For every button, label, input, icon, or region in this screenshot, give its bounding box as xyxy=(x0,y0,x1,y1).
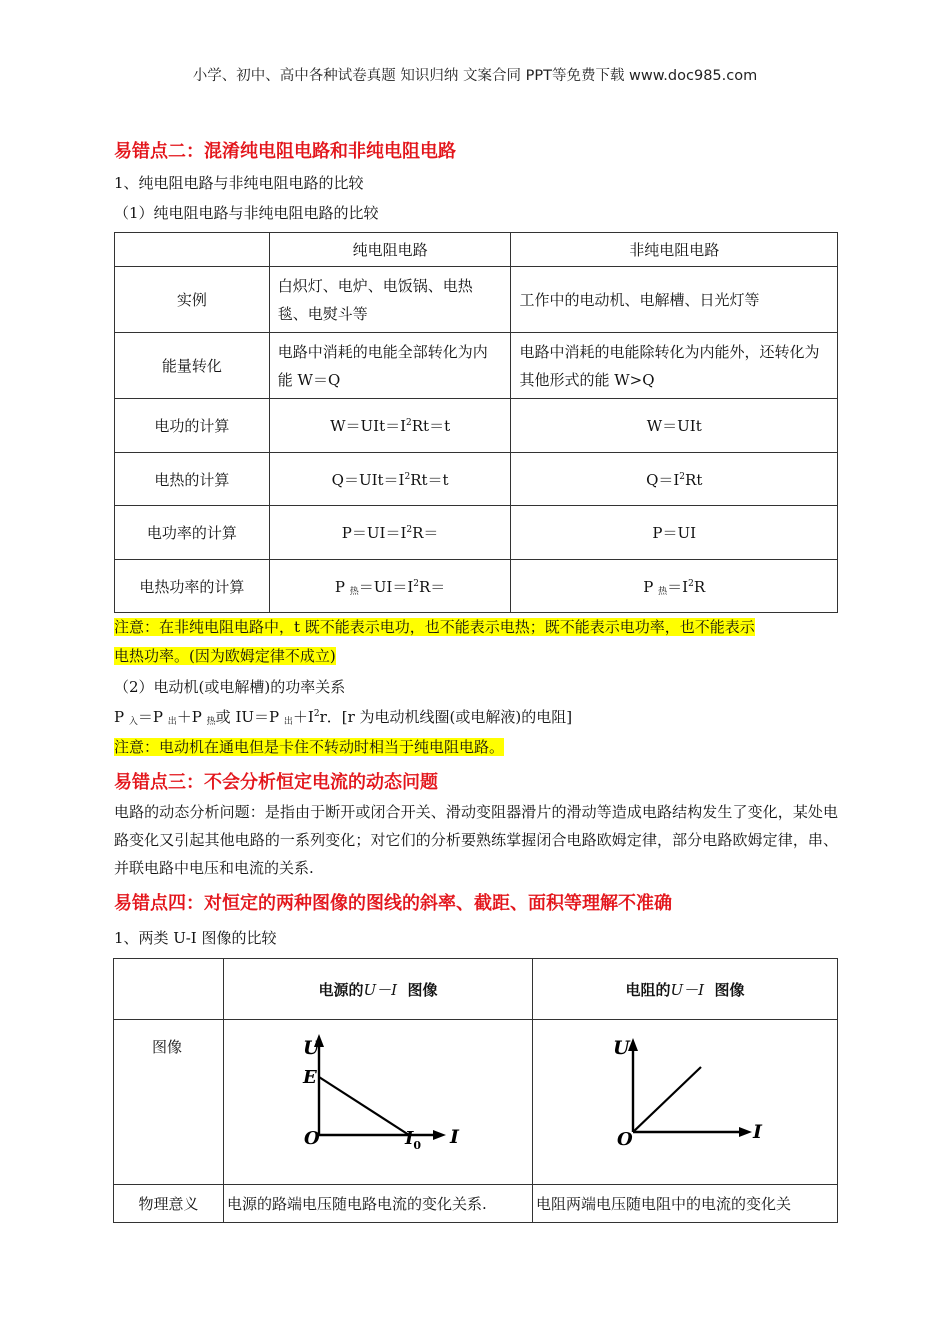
col-header-resistor: 电阻的U－I 图像 xyxy=(533,959,838,1020)
cell-meaning-source: 电源的路端电压随电路电流的变化关系. xyxy=(224,1185,533,1223)
cell-heat-power-pure: P 热$=UI=I^2R=$ xyxy=(269,560,511,613)
cell-meaning-resistor: 电阻两端电压随电阻中的电流的变化关 xyxy=(533,1185,838,1223)
source-graph-cell xyxy=(224,1020,533,1185)
comparison-table xyxy=(114,232,838,613)
ui-graph-table xyxy=(113,958,838,1223)
note-1: 注意：在非纯电阻电路中，t 既不能表示电功，也不能表示电热；既不能表示电功率，也不能表示 xyxy=(114,618,755,636)
cell-power-pure: $P=UI=I^2R=$ xyxy=(269,506,511,560)
row-label-examples: 实例 xyxy=(115,267,270,333)
cell-examples-nonpure: 工作中的电动机、电解槽、日光灯等 xyxy=(511,267,838,333)
row-label-meaning: 物理意义 xyxy=(114,1185,224,1223)
cell-energy-nonpure: 电路中消耗的电能除转化为内能外，还转化为其他形式的能 W>Q xyxy=(511,333,838,399)
cell-heat-pure: $Q=UIt=I^2Rt=t$ xyxy=(269,453,511,506)
row-label-energy: 能量转化 xyxy=(115,333,270,399)
section-title-4: 易错点四：对恒定的两种图像的图线的斜率、截距、面积等理解不准确 xyxy=(114,893,672,914)
col-header-source: 电源的U－I 图像 xyxy=(224,959,533,1020)
note-2: 注意：电动机在通电但是卡住不转动时相当于纯电阻电路。 xyxy=(114,738,505,756)
cell-examples-pure: 白炽灯、电炉、电饭锅、电热毯、电熨斗等 xyxy=(269,267,511,333)
origin-label-2: O xyxy=(617,1129,633,1150)
col-header-nonpure: 非纯电阻电路 xyxy=(511,233,838,267)
row-label-heat: 电热的计算 xyxy=(115,453,270,506)
note-1-cont: 电热功率。(因为欧姆定律不成立) xyxy=(114,647,336,665)
row-label-work: 电功的计算 xyxy=(115,399,270,453)
row-label-heat-power: 电热功率的计算 xyxy=(115,560,270,613)
axis-u-label-2: U xyxy=(613,1037,630,1059)
row-label-power: 电功率的计算 xyxy=(115,506,270,560)
axis-i-label: I xyxy=(450,1126,459,1148)
power-formula: P 入＝P 出＋P 热或 IU＝P 出$+I^2r$．[r 为电动机线圈(或电解液)的电阻] xyxy=(114,708,573,727)
dynamic-analysis-paragraph: 电路的动态分析问题：是指由于断开或闭合开关、滑动变阻器滑片的滑动等造成电路结构发生了变化，某处电路变化又引起其他电路的一系列变化；对它们的分析要熟练掌握闭合电路欧姆定律，部分电路欧姆定律，串、并联电路中电压和电流的关系. xyxy=(114,803,838,877)
subheading-1: 1、纯电阻电路与非纯电阻电路的比较 xyxy=(114,174,364,192)
cell-power-nonpure: P＝UI xyxy=(511,506,838,560)
axis-i-label-2: I xyxy=(753,1121,762,1143)
cell-heat-nonpure: $Q=I^2Rt$ xyxy=(511,453,838,506)
page-header: 小学、初中、高中各种试卷真题 知识归纳 文案合同 PPT等免费下载 www.doc985.com xyxy=(192,68,758,84)
section-title-2: 易错点二：混淆纯电阻电路和非纯电阻电路 xyxy=(114,141,456,162)
subheading-1-2: （2）电动机(或电解槽)的功率关系 xyxy=(114,678,346,696)
source-ui-graph xyxy=(224,1020,531,1180)
axis-u-label: U xyxy=(303,1037,320,1059)
subheading-4-1: 1、两类 U-I 图像的比较 xyxy=(114,929,277,947)
cell-work-pure: $W=UIt=I^2Rt=t$ xyxy=(269,399,511,453)
col-header-pure: 纯电阻电路 xyxy=(269,233,511,267)
subheading-1-1: （1）纯电阻电路与非纯电阻电路的比较 xyxy=(114,204,379,222)
cell-work-nonpure: W＝UIt xyxy=(511,399,838,453)
cell-energy-pure: 电路中消耗的电能全部转化为内能 W＝Q xyxy=(269,333,511,399)
resistor-graph-cell xyxy=(533,1020,838,1185)
intercept-e-label: E xyxy=(303,1067,317,1088)
origin-label: O xyxy=(304,1128,320,1149)
section-title-3: 易错点三：不会分析恒定电流的动态问题 xyxy=(114,772,438,793)
cell-heat-power-nonpure: P 热$=I^2R$ xyxy=(511,560,838,613)
row-label-graph: 图像 xyxy=(114,1020,224,1185)
intercept-i0-label: $I_0$ xyxy=(405,1128,422,1152)
resistor-ui-graph xyxy=(533,1020,836,1180)
